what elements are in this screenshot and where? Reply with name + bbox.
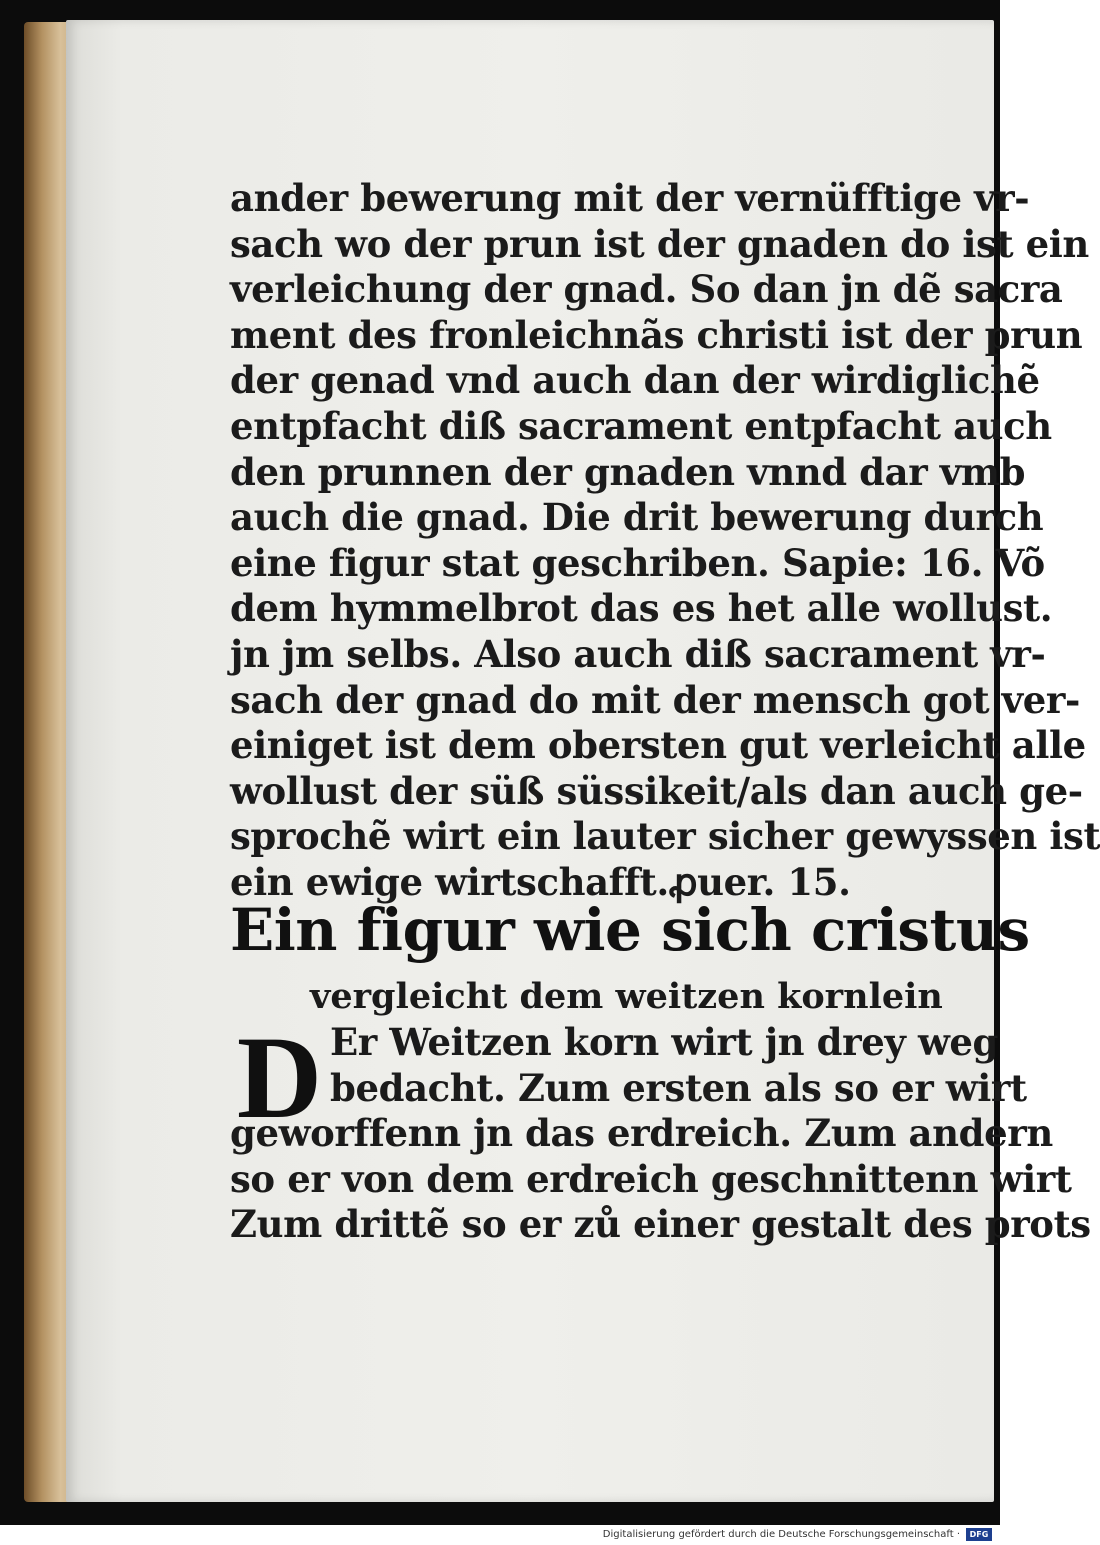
text-line: sach wo der prun ist der gnaden do ist ein xyxy=(230,221,1089,266)
text-line: verleichung der gnad. So dan jn dẽ sacra xyxy=(230,267,1063,312)
main-text-block xyxy=(230,176,1100,906)
text-line: entpfacht diß sacrament entpfacht auch xyxy=(230,403,1052,448)
text-line: jn jm selbs. Also auch diß sacrament vr- xyxy=(230,631,1046,676)
text-line: wollust der süß süssikeit/als dan auch ge- xyxy=(230,768,1083,813)
text-line: sach der gnad do mit der mensch got ver- xyxy=(230,677,1080,722)
decorated-initial: D xyxy=(236,1012,323,1143)
text-line: eine figur stat geschriben. Sapie: 16. Võ xyxy=(230,540,1045,585)
footer-bar xyxy=(0,1525,1000,1545)
dfg-logo: DFG xyxy=(966,1528,992,1541)
text-line: ander bewerung mit der vernüfftige vr- xyxy=(230,176,1030,220)
text-line: ment des fronleichnãs christi ist der prun xyxy=(230,312,1083,357)
text-line: den prunnen der gnaden vnnd dar vmb xyxy=(230,449,1026,494)
second-text-block xyxy=(230,1012,1091,1248)
text-line: der genad vnd auch dan der wirdiglichẽ xyxy=(230,358,1040,403)
text-line: geworffenn jn das erdreich. Zum andern xyxy=(230,1111,1053,1156)
section-heading: Ein figur wie sich cristus xyxy=(230,896,1030,964)
section-subheading: vergleicht dem weitzen kornlein xyxy=(310,976,943,1017)
text-line: so er von dem erdreich geschnittenn wirt xyxy=(230,1156,1072,1201)
text-line: ein ewige wirtschafft.ꝓuer. 15. xyxy=(230,859,851,904)
text-line: auch die gnad. Die drit bewerung durch xyxy=(230,495,1044,540)
text-line: Zum drittẽ so er zů einer gestalt des prots xyxy=(230,1202,1091,1247)
text-line: Er Weitzen korn wirt jn drey weg xyxy=(330,1020,999,1064)
text-line: dem hymmelbrot das es het alle wollust. xyxy=(230,586,1053,631)
text-line: einiget ist dem obersten gut verleicht alle xyxy=(230,723,1086,768)
funding-notice: Digitalisierung gefördert durch die Deutsche Forschungsgemeinschaft · xyxy=(602,1529,960,1540)
text-line: sprochẽ wirt ein lauter sicher gewyssen ist xyxy=(230,814,1100,859)
text-line: bedacht. Zum ersten als so er wirt xyxy=(330,1065,1027,1110)
